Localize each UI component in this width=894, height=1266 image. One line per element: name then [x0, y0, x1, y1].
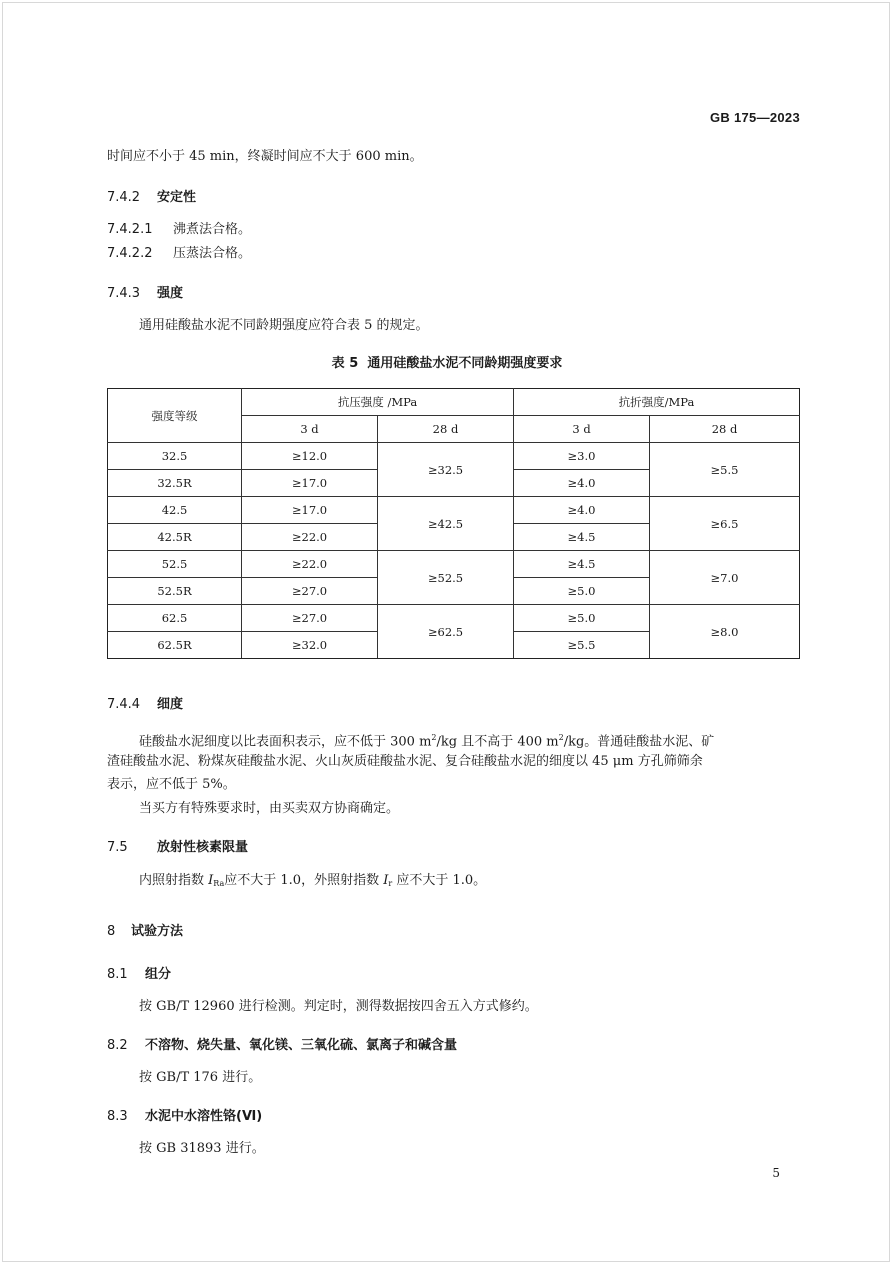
flex-28d-cell: ≥8.0 — [650, 605, 800, 659]
symbol: I — [383, 873, 389, 888]
flex-3d-cell: ≥4.0 — [514, 497, 650, 524]
comp-28d-cell: ≥32.5 — [378, 443, 514, 497]
flex-3d-cell: ≥4.5 — [514, 551, 650, 578]
heading-number: 7.4.2 — [107, 190, 141, 205]
flex-28d-cell: ≥7.0 — [650, 551, 800, 605]
superscript: 2 — [431, 733, 437, 742]
heading-number: 8.2 — [107, 1038, 128, 1053]
text-run: 应不大于 1.0。 — [392, 873, 487, 888]
flex-3d-cell: ≥5.0 — [514, 578, 650, 605]
heading-8-1 — [107, 963, 171, 982]
grade-cell: 52.5R — [108, 578, 242, 605]
header-flex-3d: 3 d — [514, 416, 650, 443]
superscript: 2 — [558, 733, 564, 742]
heading-title: 试验方法 — [131, 924, 184, 939]
text-run: 硅酸盐水泥细度以比表面积表示，应不低于 300 m — [139, 734, 432, 750]
comp-3d-cell: ≥32.0 — [242, 632, 378, 659]
flex-28d-cell: ≥6.5 — [650, 497, 800, 551]
header-compressive: 抗压强度 /MPa — [242, 389, 514, 416]
heading-title: 不溶物、烧失量、氧化镁、三氧化硫、氯离子和碱含量 — [145, 1038, 458, 1053]
header-flex-28d: 28 d — [650, 416, 800, 443]
comp-28d-cell: ≥42.5 — [378, 497, 514, 551]
text-run: 应不大于 1.0，外照射指数 — [224, 873, 384, 888]
paragraph-fineness-3: 表示，应不低于 5%。 — [107, 777, 236, 792]
heading-number: 8.3 — [107, 1109, 128, 1124]
paragraph-fineness-2: 渣硅酸盐水泥、粉煤灰硅酸盐水泥、火山灰质硅酸盐水泥、复合硅酸盐水泥的细度以 45 μm 方孔筛筛余 — [107, 754, 703, 769]
heading-number: 7.4.4 — [107, 697, 141, 712]
clause-7-4-2-1 — [107, 221, 251, 239]
heading-title: 安定性 — [157, 190, 197, 205]
heading-title: 细度 — [157, 697, 184, 712]
table-caption-number: 表 5 — [331, 356, 359, 371]
flex-28d-cell: ≥5.5 — [650, 443, 800, 497]
comp-3d-cell: ≥27.0 — [242, 578, 378, 605]
comp-28d-cell: ≥52.5 — [378, 551, 514, 605]
strength-table — [107, 388, 800, 659]
flex-3d-cell: ≥4.5 — [514, 524, 650, 551]
table-caption-title: 通用硅酸盐水泥不同龄期强度要求 — [367, 356, 563, 371]
subscript: Ra — [213, 879, 225, 888]
clause-number: 7.4.2.2 — [107, 246, 153, 261]
flex-3d-cell: ≥3.0 — [514, 443, 650, 470]
clause-number: 7.4.2.1 — [107, 222, 153, 237]
text-run: 内照射指数 — [139, 873, 209, 888]
header-comp-28d: 28 d — [378, 416, 514, 443]
heading-title: 组分 — [145, 967, 172, 982]
heading-number: 8.1 — [107, 967, 128, 982]
comp-28d-cell: ≥62.5 — [378, 605, 514, 659]
paragraph-8-2: 按 GB/T 176 进行。 — [139, 1070, 262, 1085]
heading-title: 放射性核素限量 — [157, 840, 249, 855]
heading-8-3 — [107, 1105, 262, 1124]
heading-7-4-2 — [107, 186, 196, 205]
heading-8-2 — [107, 1034, 457, 1053]
clause-text: 压蒸法合格。 — [173, 246, 252, 261]
table-row — [108, 551, 800, 578]
clause-7-4-2-2 — [107, 245, 251, 263]
paragraph-fineness-1 — [139, 729, 714, 751]
header-flexural: 抗折强度/MPa — [514, 389, 800, 416]
grade-cell: 52.5 — [108, 551, 242, 578]
header-grade: 强度等级 — [108, 389, 242, 443]
comp-3d-cell: ≥22.0 — [242, 551, 378, 578]
grade-cell: 62.5R — [108, 632, 242, 659]
paragraph-8-1: 按 GB/T 12960 进行检测。判定时，测得数据按四舍五入方式修约。 — [139, 999, 538, 1014]
heading-8 — [107, 920, 183, 939]
paragraph-8-3: 按 GB 31893 进行。 — [139, 1141, 265, 1156]
comp-3d-cell: ≥17.0 — [242, 497, 378, 524]
grade-cell: 32.5 — [108, 443, 242, 470]
flex-3d-cell: ≥5.5 — [514, 632, 650, 659]
comp-3d-cell: ≥22.0 — [242, 524, 378, 551]
standard-code: GB 175—2023 — [709, 110, 800, 125]
paragraph-fineness-4: 当买方有特殊要求时，由买卖双方协商确定。 — [139, 801, 400, 816]
heading-7-4-3 — [107, 282, 183, 301]
heading-7-5 — [107, 836, 248, 855]
grade-cell: 32.5R — [108, 470, 242, 497]
symbol: I — [208, 873, 214, 888]
heading-title: 强度 — [157, 286, 184, 301]
header-comp-3d: 3 d — [242, 416, 378, 443]
comp-3d-cell: ≥27.0 — [242, 605, 378, 632]
paragraph-strength-ref: 通用硅酸盐水泥不同龄期强度应符合表 5 的规定。 — [139, 318, 429, 333]
table-caption — [0, 352, 894, 371]
comp-3d-cell: ≥17.0 — [242, 470, 378, 497]
subscript: r — [388, 879, 393, 888]
paragraph-setting-time: 时间应不小于 45 min，终凝时间应不大于 600 min。 — [107, 149, 423, 164]
clause-text: 沸煮法合格。 — [173, 222, 252, 237]
heading-title: 水泥中水溶性铬(Ⅵ) — [145, 1109, 263, 1124]
heading-number: 7.5 — [107, 840, 128, 855]
heading-7-4-4 — [107, 693, 183, 712]
table-row — [108, 443, 800, 470]
text-run: /kg 且不高于 400 m — [436, 734, 559, 750]
flex-3d-cell: ≥5.0 — [514, 605, 650, 632]
heading-number: 7.4.3 — [107, 286, 141, 301]
paragraph-radioactivity — [139, 872, 486, 893]
heading-number: 8 — [107, 924, 116, 939]
table-row — [108, 497, 800, 524]
comp-3d-cell: ≥12.0 — [242, 443, 378, 470]
grade-cell: 62.5 — [108, 605, 242, 632]
grade-cell: 42.5R — [108, 524, 242, 551]
page-number: 5 — [772, 1166, 780, 1180]
flex-3d-cell: ≥4.0 — [514, 470, 650, 497]
text-run: /kg。普通硅酸盐水泥、矿 — [563, 734, 715, 750]
grade-cell: 42.5 — [108, 497, 242, 524]
table-row — [108, 605, 800, 632]
